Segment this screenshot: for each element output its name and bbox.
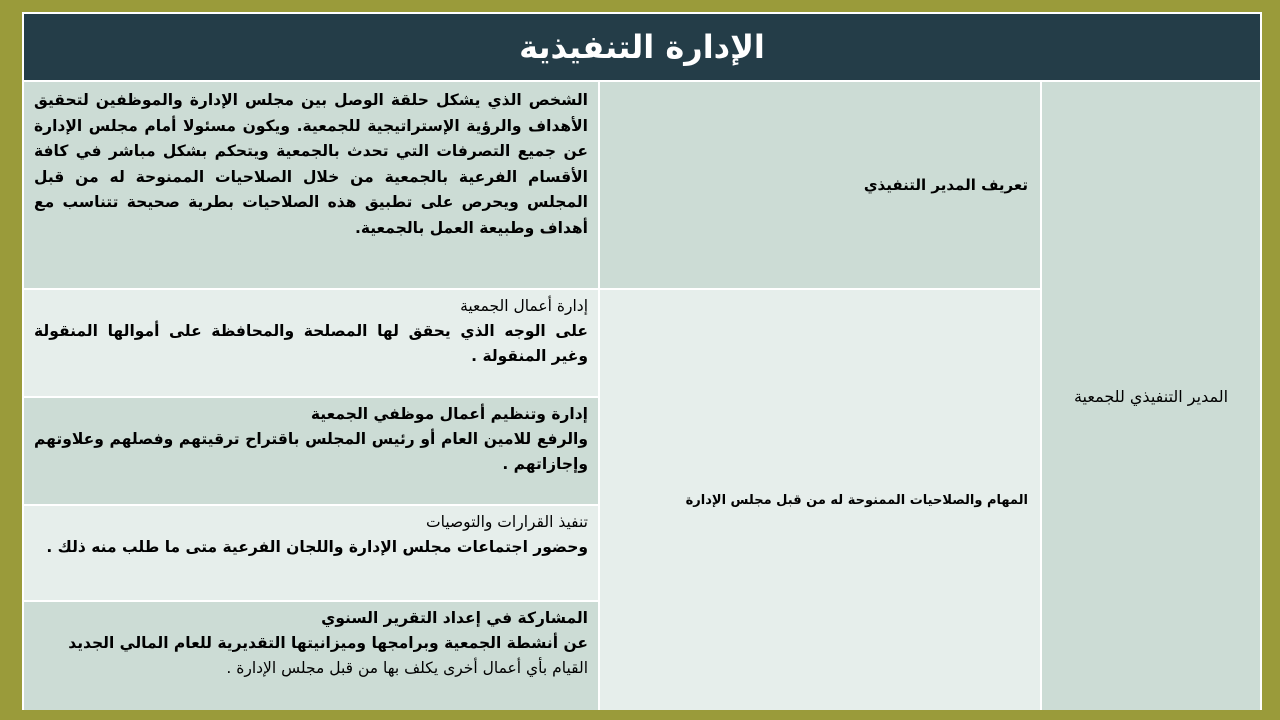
- task-heading: تنفيذ القرارات والتوصيات: [426, 513, 588, 531]
- definition-text-cell: الشخص الذي يشكل حلقة الوصل بين مجلس الإدارة والموظفين لتحقيق الأهداف والرؤية الإستراتيجية للجمعية. ويكون مسئولا أمام مجلس الإدارة عن جميع التصرفات التي تحدث بالجمعية ويتحكم بشكل مباشر في كافة الأقسام الفرعية بالجمعية من خلال الصلاحيات الممنوحة له من قبل المجلس ويحرص على تطبيق هذه الصلاحيات بطرية صحيحة تتناسب مع أهداف وطبيعة العمل بالجمعية.: [24, 82, 598, 288]
- page-title: الإدارة التنفيذية: [24, 14, 1260, 80]
- task-item: [24, 290, 598, 396]
- task-item: [24, 506, 598, 600]
- task-body: عن أنشطة الجمعية وبرامجها وميزانيتها التقديرية للعام المالي الجديد: [68, 634, 588, 652]
- task-heading: إدارة وتنظيم أعمال موظفي الجمعية: [310, 405, 588, 423]
- task-body: وحضور اجتماعات مجلس الإدارة واللجان الفرعية متى ما طلب منه ذلك .: [46, 538, 588, 556]
- task-heading: المشاركة في إعداد التقرير السنوي: [321, 609, 588, 627]
- task-item: [24, 398, 598, 504]
- task-item: [24, 602, 598, 710]
- definition-label-cell: تعريف المدير التنفيذي: [600, 82, 1040, 288]
- task-heading: إدارة أعمال الجمعية: [460, 297, 588, 315]
- tasks-label-cell: المهام والصلاحيات الممنوحة له من قبل مجلس الإدارة: [600, 290, 1040, 710]
- task-body: والرفع للامين العام أو رئيس المجلس باقتراح ترقيتهم وفصلهم وعلاوتهم وإجازاتهم .: [34, 430, 588, 473]
- task-extra: القيام بأي أعمال أخرى يكلف بها من قبل مجلس الإدارة .: [226, 659, 588, 677]
- slide: [22, 12, 1262, 710]
- role-cell: المدير التنفيذي للجمعية: [1042, 82, 1260, 710]
- task-body: على الوجه الذي يحقق لها المصلحة والمحافظة على أموالها المنقولة وغير المنقولة .: [34, 322, 588, 365]
